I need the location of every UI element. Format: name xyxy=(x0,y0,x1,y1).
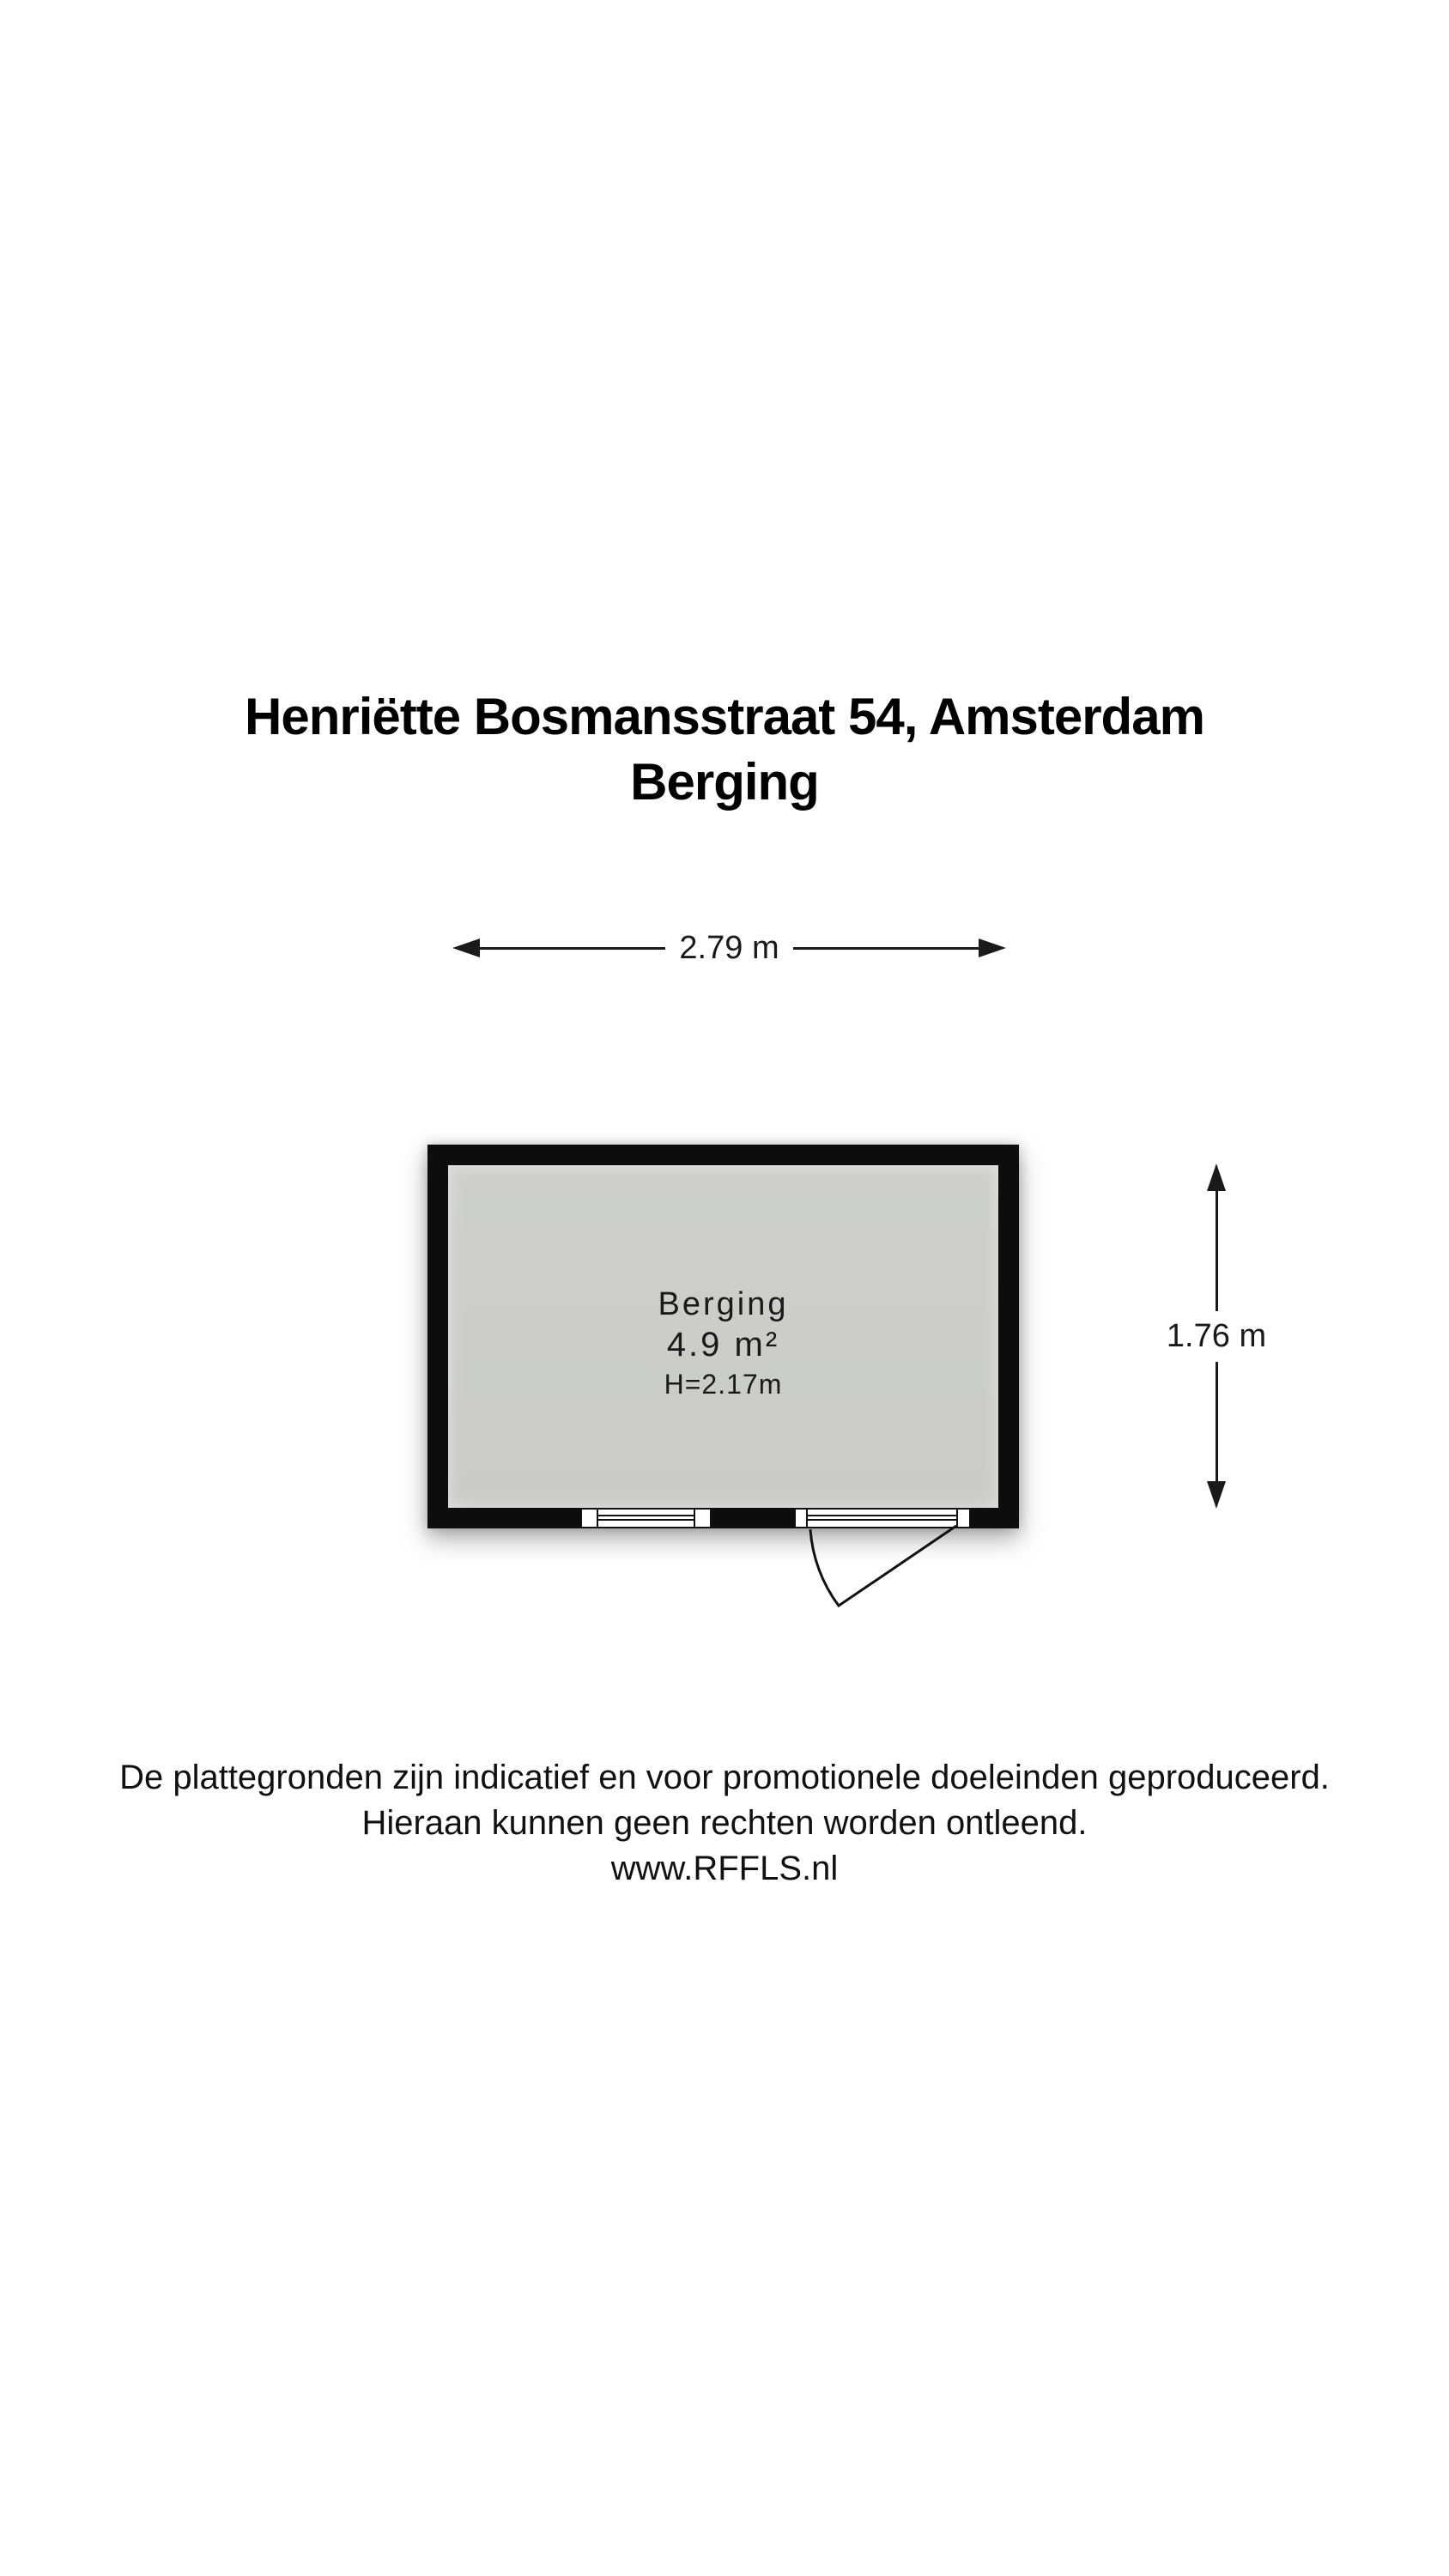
height-dimension-label: 1.76 m xyxy=(1166,1317,1267,1354)
dimension-line xyxy=(1216,1191,1218,1311)
window-post-right xyxy=(694,1508,712,1528)
dimension-line xyxy=(1216,1362,1218,1482)
room-area-label: 4.9 m² xyxy=(666,1325,780,1364)
arrow-down-icon xyxy=(1207,1481,1226,1509)
room-berging xyxy=(427,1145,1019,1528)
disclaimer-line-2: Hieraan kunnen geen rechten worden ontleend. xyxy=(361,1804,1088,1842)
dimension-line xyxy=(480,947,665,950)
window-icon xyxy=(598,1508,694,1528)
door-post-left xyxy=(794,1508,808,1528)
room-label-block xyxy=(658,1285,789,1403)
page-title-address: Henriëtte Bosmansstraat 54, Amsterdam xyxy=(245,688,1204,745)
page-title-room: Berging xyxy=(630,753,819,811)
disclaimer-line-1: De plattegronden zijn indicatief en voor promotionele doeleinden geproduceerd. xyxy=(119,1759,1330,1796)
footer-disclaimer xyxy=(0,1755,1449,1892)
room-name-label: Berging xyxy=(658,1285,789,1322)
dimension-line xyxy=(793,947,979,950)
width-dimension xyxy=(452,929,1006,967)
room-floor xyxy=(448,1165,998,1508)
window-post-left xyxy=(580,1508,598,1528)
page-title xyxy=(0,684,1449,815)
window-pane-line xyxy=(598,1515,694,1516)
arrow-left-icon xyxy=(452,939,480,957)
room-ceiling-height-label: H=2.17m xyxy=(664,1368,783,1400)
arrow-up-icon xyxy=(1207,1163,1226,1191)
website-label: www.RFFLS.nl xyxy=(610,1850,839,1887)
arrow-right-icon xyxy=(979,939,1006,957)
height-dimension xyxy=(1166,1163,1267,1509)
window-pane-line xyxy=(598,1519,694,1521)
door-swing-icon xyxy=(809,1505,1015,1643)
width-dimension-label: 2.79 m xyxy=(679,929,779,966)
